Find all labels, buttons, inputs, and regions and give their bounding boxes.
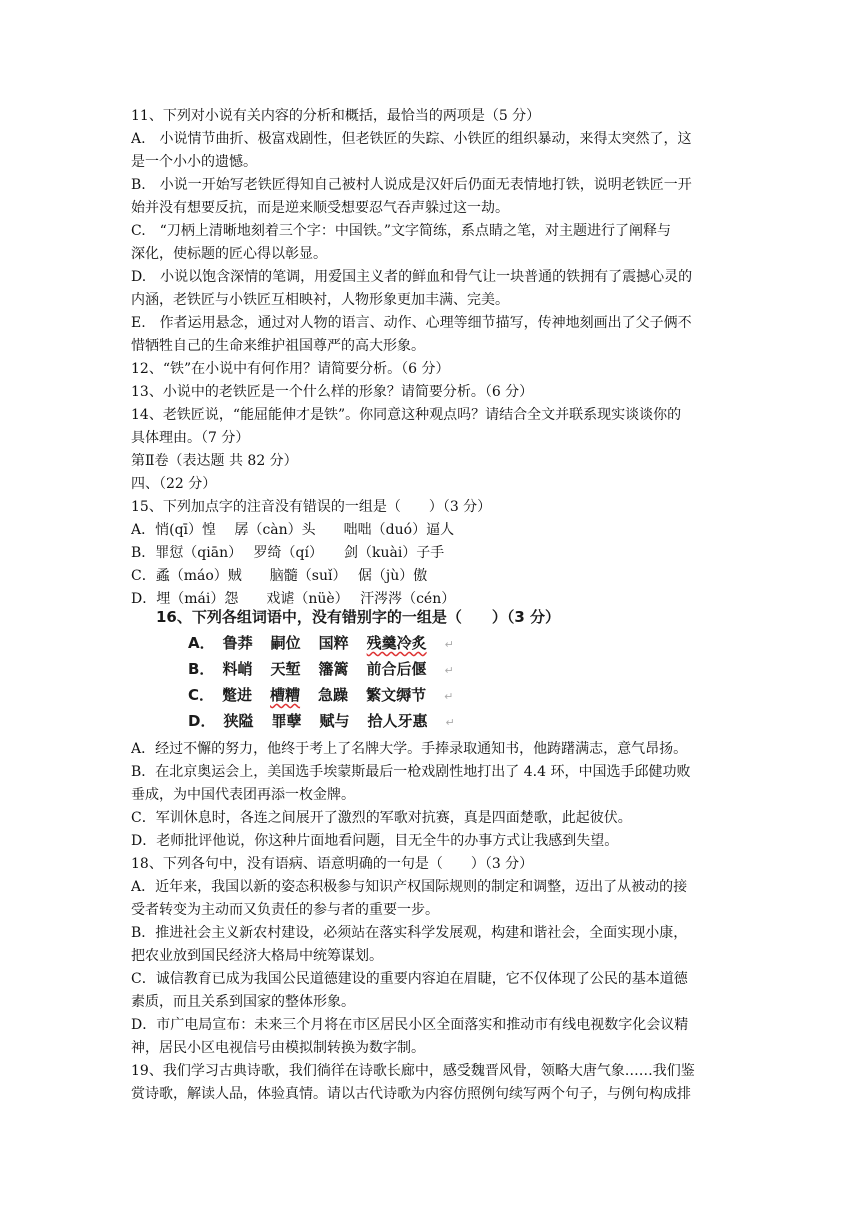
text-line: 是一个小小的遗憾。 <box>131 154 257 170</box>
option-label: B． <box>188 660 215 678</box>
text-line: 四、（22 分） <box>131 476 217 492</box>
option-word: 急躁 <box>318 686 349 704</box>
option-word: 嗣位 <box>270 634 301 652</box>
text-line: 把农业放到国民经济大格局中统筹谋划。 <box>131 948 383 964</box>
text-line: D．老师批评他说，你这种片面地看问题，目无全牛的办事方式让我感到失望。 <box>131 833 619 849</box>
text-line: A．经过不懈的努力，他终于考上了名牌大学。手捧录取通知书，他踌躇满志，意气昂扬。 <box>131 741 688 757</box>
text-line: B．推进社会主义新农村建设，必须站在落实科学发展观，构建和谐社会，全面实现小康， <box>131 925 688 941</box>
text-line: 19、我们学习古典诗歌，我们徜徉在诗歌长廊中，感受魏晋风骨，领略大唐气象……我们鉴 <box>131 1063 695 1079</box>
option-label: A． <box>188 634 215 652</box>
paragraph-mark-icon: ↵ <box>444 664 454 677</box>
text-line: B．罪愆（qiān） 罗绮（qí） 剑（kuài）子手 <box>131 545 445 561</box>
option-word: 天堑 <box>270 660 301 678</box>
text-line: 深化，使标题的匠心得以彰显。 <box>131 246 327 262</box>
question-16-image-block <box>156 604 616 734</box>
option-word: 罪孽 <box>271 712 302 730</box>
text-line: E. 作者运用悬念，通过对人物的语言、动作、心理等细节描写，传神地刻画出了父子俩不 <box>131 315 692 331</box>
text-line: 神，居民小区电视信号由模拟制转换为数字制。 <box>131 1040 425 1056</box>
text-line: 惜牺牲自己的生命来维护祖国尊严的高大形象。 <box>131 338 425 354</box>
text-line: 12、“铁”在小说中有何作用？请简要分析。（6 分） <box>131 361 450 377</box>
text-line: 13、小说中的老铁匠是一个什么样的形象？请简要分析。（6 分） <box>131 384 534 400</box>
lower-text-block <box>131 738 736 1106</box>
upper-text-block <box>131 105 736 611</box>
text-line: A. 小说情节曲折、极富戏剧性，但老铁匠的失踪、小铁匠的组织暴动，来得太突然了，这 <box>131 131 692 147</box>
text-line: C．蟊（máo）贼 脑髓（suǐ） 倨（jù）傲 <box>131 568 428 584</box>
text-line: A．悄(qī）惶 孱（càn）头 咄咄（duó）逼人 <box>131 522 455 538</box>
option-word: 赋与 <box>319 712 350 730</box>
text-line: C．军训休息时，各连之间展开了激烈的军歌对抗赛，真是四面楚歌，此起彼伏。 <box>131 810 632 826</box>
option-label: C． <box>188 686 215 704</box>
text-line: D．埋（mái）怨 戏谑（nüè） 汗涔涔（cén） <box>131 591 456 607</box>
text-line: 18、下列各句中，没有语病、语意明确的一句是（ ）（3 分） <box>131 856 534 872</box>
option-word: 蹩进 <box>222 686 253 704</box>
option-word: 国粹 <box>318 634 349 652</box>
text-line: B. 小说一开始写老铁匠得知自己被村人说成是汉奸后仍面无表情地打铁，说明老铁匠一开 <box>131 177 692 193</box>
text-line: 垂成，为中国代表团再添一枚金牌。 <box>131 787 355 803</box>
paragraph-mark-icon: ↵ <box>444 690 454 703</box>
text-line: A．近年来，我国以新的姿态积极参与知识产权国际规则的制定和调整，迈出了从被动的接 <box>131 879 688 895</box>
text-line: 11、下列对小说有关内容的分析和概括，最恰当的两项是（5 分） <box>131 108 541 124</box>
option-word: 前合后偃 <box>366 660 427 678</box>
option-word: 槽糟 <box>270 686 301 704</box>
text-line: D. 小说以饱含深情的笔调，用爱国主义者的鲜血和骨气让一块普通的铁拥有了震撼心灵的 <box>131 269 693 285</box>
text-line: C. “刀柄上清晰地刻着三个字：中国铁。”文字简练，系点睛之笔，对主题进行了阐释与 <box>131 223 671 239</box>
text-line: 受者转变为主动而又负责任的参与者的重要一步。 <box>131 902 439 918</box>
text-line: D．市广电局宣布：未来三个月将在市区居民小区全面落实和推动市有线电视数字化会议精 <box>131 1017 689 1033</box>
option-word: 鲁莽 <box>222 634 253 652</box>
text-line: 内涵，老铁匠与小铁匠互相映衬，人物形象更加丰满、完美。 <box>131 292 509 308</box>
question-16-title: 16、下列各组词语中，没有错别字的一组是（ ）（3 分） <box>156 608 561 626</box>
question-16-option-b <box>156 656 616 682</box>
text-line: 赏诗歌，解读人品，体验真情。请以古代诗歌为内容仿照例句续写两个句子，与例句构成排 <box>131 1086 691 1102</box>
text-line: 第Ⅱ卷（表达题 共 82 分） <box>131 453 298 469</box>
text-line: 素质，而且关系到国家的整体形象。 <box>131 994 355 1010</box>
option-word: 残羹冷炙 <box>366 634 427 652</box>
option-word: 狭隘 <box>223 712 254 730</box>
text-line: C．诚信教育已成为我国公民道德建设的重要内容迫在眉睫，它不仅体现了公民的基本道德 <box>131 971 688 987</box>
text-line: 具体理由。（7 分） <box>131 430 250 446</box>
option-word: 料峭 <box>222 660 253 678</box>
option-word: 拾人牙惠 <box>367 712 428 730</box>
option-word: 籓篱 <box>318 660 349 678</box>
question-16-option-c <box>156 682 616 708</box>
text-line: B．在北京奥运会上，美国选手埃蒙斯最后一枪戏剧性地打出了 4.4 环，中国选手邱健功败 <box>131 764 691 780</box>
text-line: 15、下列加点字的注音没有错误的一组是（ ）（3 分） <box>131 499 492 515</box>
option-word: 繁文缛节 <box>366 686 427 704</box>
text-line: 始并没有想要反抗，而是逆来顺受想要忍气吞声躲过这一劫。 <box>131 200 509 216</box>
question-16-option-a <box>156 630 616 656</box>
paragraph-mark-icon: ↵ <box>444 638 454 651</box>
text-line: 14、老铁匠说，“能屈能伸才是铁”。你同意这种观点吗？请结合全文并联系现实谈谈你的 <box>131 407 682 423</box>
paragraph-mark-icon: ↵ <box>445 716 455 729</box>
question-16-option-d <box>156 708 616 734</box>
option-label: D． <box>188 712 216 730</box>
